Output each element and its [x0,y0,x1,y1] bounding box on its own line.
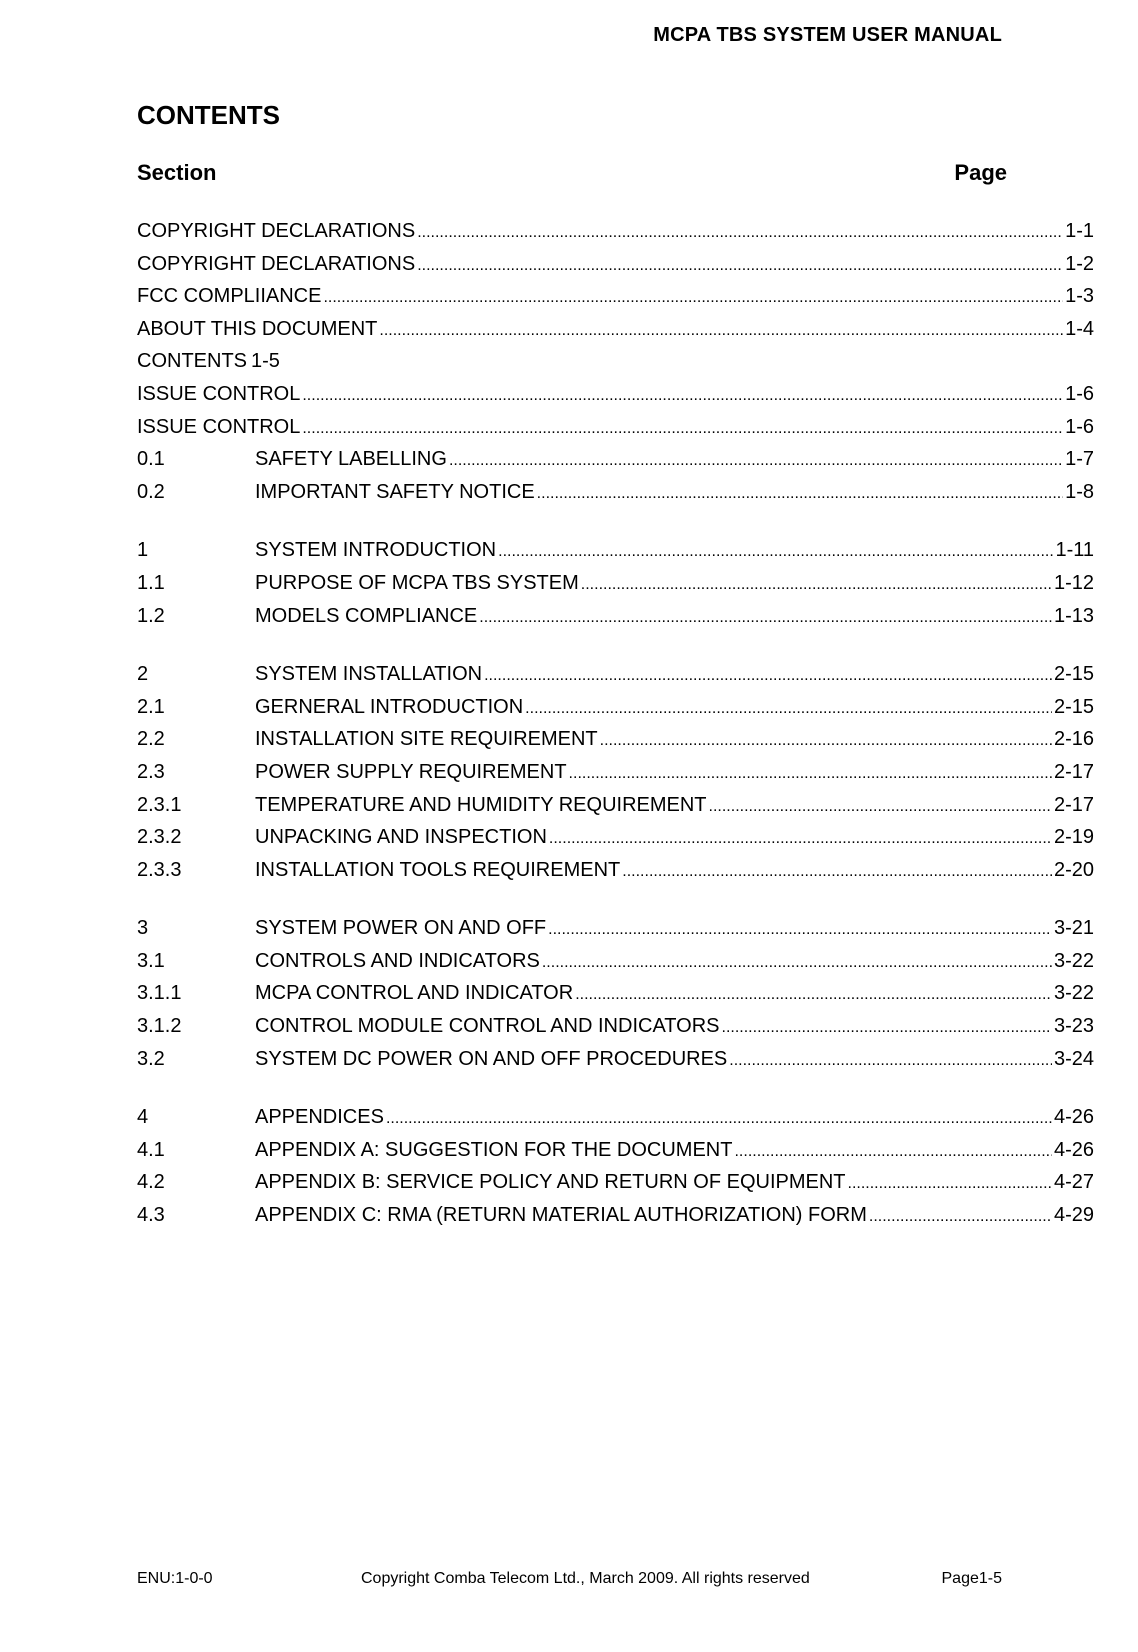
toc-entry[interactable] [137,345,1094,378]
toc-entry-page: 2-15 [1053,695,1094,718]
toc-entry-number: 3 [137,917,149,940]
toc-entry-title: INSTALLATION SITE REQUIREMENT [255,728,598,751]
toc-entry[interactable] [137,977,1094,1010]
toc-entry-number: 2.1 [137,695,165,718]
section-column-header: Section [137,160,217,185]
toc-entry-number: 1.2 [137,604,165,627]
toc-entry-title: MODELS COMPLIANCE [255,604,478,627]
toc-leader-dots [542,945,1052,980]
page-title: CONTENTS [137,100,280,130]
toc-entry-number: 2 [137,663,149,686]
toc-entry[interactable] [137,280,1094,313]
toc-entry-number: 0.2 [137,480,165,503]
toc-entry-page: 3-22 [1053,949,1094,972]
toc-leader-dots [729,1043,1052,1078]
toc-entry-number: 3.1 [137,949,165,972]
toc-leader-dots [484,658,1052,693]
toc-entry-title: COPYRIGHT DECLARATIONS [137,220,416,242]
toc-entry-page: 1-5 [251,350,280,373]
toc-entry-page: 2-20 [1053,858,1094,881]
toc-leader-dots [734,1134,1051,1169]
toc-entry[interactable] [137,215,1094,248]
toc-entry-page: 3-21 [1053,917,1094,940]
toc-entry-title: UNPACKING AND INSPECTION [255,826,547,849]
toc-entry-title: SYSTEM POWER ON AND OFF [255,917,547,940]
toc-leader-dots [417,215,1063,250]
toc-entry[interactable] [137,1043,1094,1076]
toc-entry-page: 4-29 [1053,1204,1094,1227]
toc-entry-number: 0.1 [137,448,165,471]
toc-entry-page: 4-26 [1053,1106,1094,1129]
toc-leader-dots [869,1199,1052,1234]
toc-leader-dots [600,723,1052,758]
toc-leader-dots [417,248,1063,283]
toc-leader-dots [548,912,1052,947]
toc-entry-title: TEMPERATURE AND HUMIDITY REQUIREMENT [255,793,707,816]
page-column-header: Page [954,160,1007,185]
toc-entry-page: 4-26 [1053,1138,1094,1161]
toc-entry-title: APPENDIX B: SERVICE POLICY AND RETURN OF EQUIPMENT [255,1171,846,1194]
toc-entry[interactable] [137,313,1094,346]
toc-entry-number: 4.2 [137,1171,165,1194]
toc-entry-number: 3.2 [137,1047,165,1070]
toc-entry-title: GERNERAL INTRODUCTION [255,695,524,718]
toc-entry[interactable] [137,248,1094,281]
toc-entry-title: ISSUE CONTROL [137,382,301,405]
toc-entry-page: 1-3 [1065,285,1094,308]
toc-entry-page: 1-2 [1065,252,1094,275]
toc-entry-page: 2-16 [1053,728,1094,751]
toc-leader-dots [549,821,1052,856]
toc-entry-page: 3-24 [1053,1047,1094,1070]
toc-entry[interactable] [137,691,1094,724]
toc-entry-number: 3.1.1 [137,982,182,1005]
toc-entry-number: 2.3.2 [137,826,182,849]
toc-entry-page: 1-12 [1053,571,1094,594]
toc-entry-title: SYSTEM DC POWER ON AND OFF PROCEDURES [255,1047,728,1070]
toc-entry[interactable] [137,756,1094,789]
toc-entry-title: CONTROL MODULE CONTROL AND INDICATORS [255,1015,720,1038]
toc-entry[interactable] [137,1134,1094,1167]
toc-leader-dots [479,600,1052,635]
toc-entry-title: ABOUT THIS DOCUMENT [137,317,378,340]
toc-entry[interactable] [137,443,1094,476]
toc-entry-page: 1-8 [1065,480,1094,503]
toc-entry-page: 1-7 [1065,448,1094,471]
toc-entry[interactable] [137,723,1094,756]
toc-leader-dots [386,1101,1052,1136]
toc-entry-number: 2.3.3 [137,858,182,881]
toc-entry-title: POWER SUPPLY REQUIREMENT [255,760,567,783]
toc-entry-number: 3.1.2 [137,1015,182,1038]
toc-entry[interactable] [137,854,1094,887]
toc-entry-page: 1-6 [1065,382,1094,405]
toc-entry-number: 2.2 [137,728,165,751]
toc-leader-dots [302,411,1063,446]
toc-entry-page: 1-11 [1055,539,1094,562]
toc-entry-number: 1 [137,539,149,562]
toc-leader-dots [848,1166,1052,1201]
toc-entry[interactable] [137,1010,1094,1043]
toc-leader-dots [581,567,1052,602]
toc-leader-dots [722,1010,1052,1045]
toc-entry-title: SYSTEM INSTALLATION [255,663,483,686]
toc-leader-dots [302,378,1063,413]
toc-entry-title: CONTROLS AND INDICATORS [255,949,540,972]
toc-leader-dots [622,854,1052,889]
toc-entry[interactable] [137,378,1094,411]
toc-entry-page: 2-19 [1053,826,1094,849]
toc-leader-dots [449,443,1063,478]
toc-entry[interactable] [137,1166,1094,1199]
toc-entry-title: SYSTEM INTRODUCTION [255,539,497,562]
toc-entry-title: CONTENTS [137,350,247,373]
toc-entry-title: APPENDICES [255,1106,384,1129]
toc-entry[interactable] [137,821,1094,854]
toc-leader-dots [323,280,1063,315]
toc-entry[interactable] [137,912,1094,945]
toc-entry-page: 4-27 [1053,1171,1094,1194]
toc-entry[interactable] [137,567,1094,600]
toc-entry-title: PURPOSE OF MCPA TBS SYSTEM [255,571,579,594]
toc-leader-dots [379,313,1063,348]
document-code: ENU:1-0-0 [137,1570,213,1587]
toc-leader-dots [709,789,1052,824]
toc-entry-title: ISSUE CONTROL [137,415,301,438]
toc-entry-number: 4.1 [137,1138,165,1161]
toc-entry-page: 1-13 [1053,604,1094,627]
toc-entry[interactable] [137,1199,1094,1232]
copyright-notice: Copyright Comba Telecom Ltd., March 2009. All rights reserved [361,1570,810,1587]
toc-leader-dots [537,476,1063,511]
toc-entry-number: 4.3 [137,1204,165,1227]
toc-entry[interactable] [137,600,1094,633]
toc-entry-page: 1-4 [1065,317,1094,340]
toc-entry-page: 2-17 [1053,760,1094,783]
toc-leader-dots [569,756,1052,791]
toc-entry[interactable] [137,411,1094,444]
toc-entry-page: 2-17 [1053,793,1094,816]
toc-entry-title: MCPA CONTROL AND INDICATOR [255,982,574,1005]
table-of-contents [137,215,1094,1232]
toc-entry-page: 2-15 [1053,663,1094,686]
toc-entry-number: 2.3.1 [137,793,182,816]
toc-leader-dots [525,691,1052,726]
toc-entry[interactable] [137,534,1094,567]
toc-entry-page: 3-22 [1053,982,1094,1005]
toc-entry-title: INSTALLATION TOOLS REQUIREMENT [255,858,621,881]
toc-entry-title: SAFETY LABELLING [255,448,447,471]
toc-entry[interactable] [137,945,1094,978]
toc-entry-number: 1.1 [137,571,165,594]
running-header: MCPA TBS SYSTEM USER MANUAL [653,24,1002,46]
toc-entry-page: 3-23 [1053,1015,1094,1038]
toc-entry[interactable] [137,658,1094,691]
toc-leader-dots [498,534,1053,569]
toc-entry-number: 4 [137,1106,149,1129]
toc-entry-page: 1-6 [1065,415,1094,438]
toc-entry[interactable] [137,1101,1094,1134]
toc-entry-title: FCC COMPLIIANCE [137,285,322,308]
page-number: Page1-5 [941,1570,1002,1587]
toc-entry-title: COPYRIGHT DECLARATIONS [137,252,416,275]
toc-entry-page: 1-1 [1065,220,1094,242]
toc-leader-dots [575,977,1052,1012]
toc-entry-number: 2.3 [137,760,165,783]
toc-entry-title: IMPORTANT SAFETY NOTICE [255,480,535,503]
toc-entry[interactable] [137,476,1094,509]
toc-entry-title: APPENDIX C: RMA (RETURN MATERIAL AUTHORIZATION) FORM [255,1204,867,1227]
toc-entry[interactable] [137,789,1094,822]
toc-entry-title: APPENDIX A: SUGGESTION FOR THE DOCUMENT [255,1138,733,1161]
